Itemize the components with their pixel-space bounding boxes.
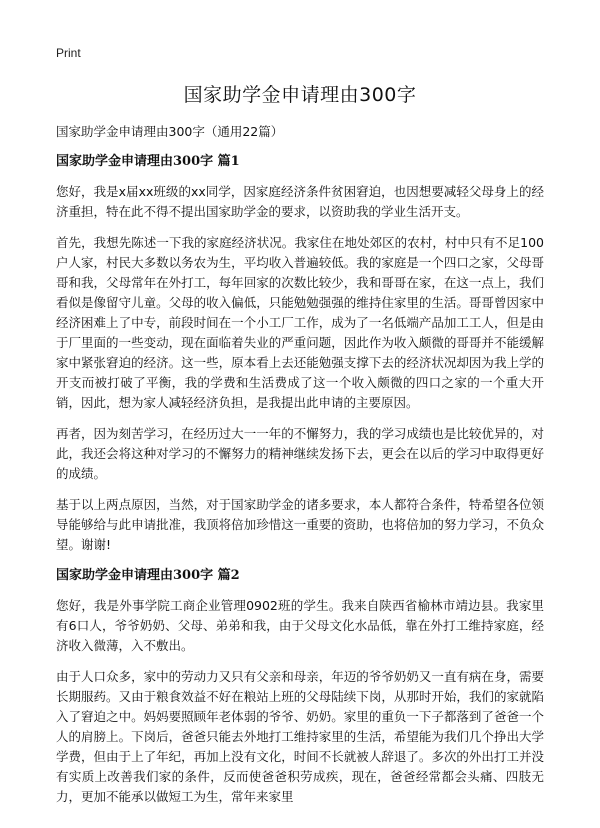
section-heading: 国家助学金申请理由300字 篇1 <box>56 154 240 169</box>
paragraph: 首先，我想先陈述一下我的家庭经济状况。我家住在地处郊区的农村，村中只有不足100户人家，村民大多数以务农为生，平均收入普遍较低。我的家庭是一个四口之家，父母哥哥和我，父母常年在外打工，每年回家的次数比较少，我和哥哥在家，在这一点上，我们看似是像留守儿童。父母的收入偏低，只能勉勉强强的维持住家里的生活。哥哥曾因家中经济困难上了中专，前段时间在一个小工厂工作，成为了一名低端产品加工工人，但是由于厂里面的一些变动，现在面临着失业的严重问题，因此作为收入颇微的哥哥并不能缓解家中紧张窘迫的经济。这一些，原本看上去还能勉强支撑下去的经济状况却因为我上学的开支而被打破了平衡，我的学费和生活费成了这一个收入颇微的四口之家的一个重大开销，因此，想为家人减轻经济负担，是我提出此申请的主要原因。 <box>56 235 544 410</box>
section-heading: 国家助学金申请理由300字 篇2 <box>56 568 240 583</box>
section-1 <box>56 152 544 555</box>
paragraph: 由于人口众多，家中的劳动力又只有父亲和母亲，年迈的爷爷奶奶又一直有病在身，需要长期服药。又由于粮食效益不好在粮站上班的父母陆续下岗，从那时开始，我们的家就陷入了窘迫之中。妈妈要照顾年老体弱的爷爷、奶奶。家里的重负一下子都落到了爸爸一个人的肩膀上。下岗后，爸爸只能去外地打工维持家里的生活，希望能为我们几个挣出大学学费，但由于上了年纪，再加上没有文化，时间不长就被人辞退了。多次的外出打工并没有实质上改善我们家的条件，反而使爸爸积劳成疾，现在，爸爸经常都会头痛、四肢无力，更加不能承以做短工为生，常年来家里 <box>56 669 544 804</box>
paragraph: 您好，我是x届xx班级的xx同学，因家庭经济条件贫困窘迫，也因想要减轻父母身上的经济重担，特在此不得不提出国家助学金的要求，以资助我的学业生活开支。 <box>56 184 544 219</box>
print-link[interactable]: Print <box>56 46 81 60</box>
document-body <box>56 122 544 818</box>
page-title: 国家助学金申请理由300字 <box>183 84 417 106</box>
document-subtitle: 国家助学金申请理由300字（通用22篇） <box>56 124 284 139</box>
paragraph: 您好，我是外事学院工商企业管理0902班的学生。我来自陕西省榆林市靖边县。我家里有6口人，爷爷奶奶、父母、弟弟和我，由于父母文化水品低，靠在外打工维持家庭，经济收入微薄，入不敷出。 <box>56 598 544 653</box>
paragraph: 再者，因为刻苦学习，在经历过大一一年的不懈努力，我的学习成绩也是比较优异的，对此，我还会将这种对学习的不懈努力的精神继续发扬下去，更会在以后的学习中取得更好的成绩。 <box>56 426 544 481</box>
section-2 <box>56 566 544 807</box>
paragraph: 基于以上两点原因，当然，对于国家助学金的诸多要求，本人都符合条件，特希望各位领导能够给与此申请批准，我顶将倍加珍惜这一重要的资助，也将倍加的努力学习，不负众望。谢谢! <box>56 497 544 552</box>
